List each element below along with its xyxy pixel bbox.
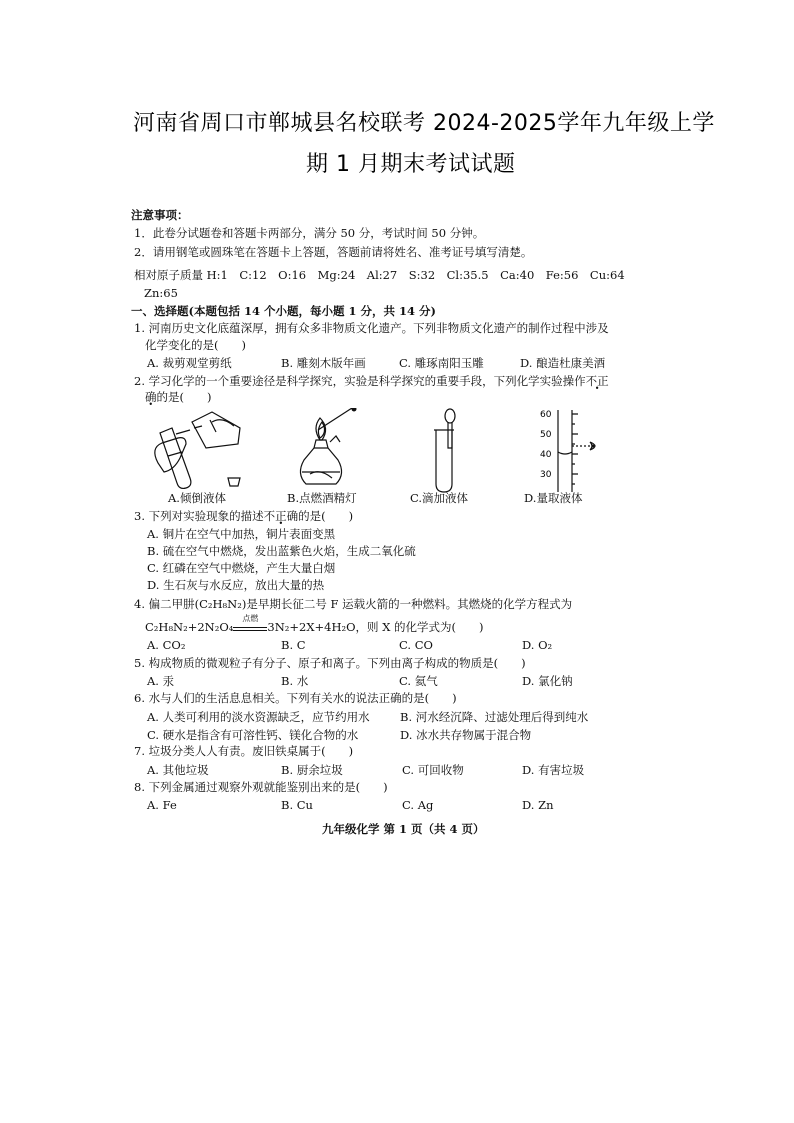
q4-option-d: D. O₂	[522, 638, 553, 652]
q8-stem: 8. 下列金属通过观察外观就能鉴别出来的是( )	[134, 780, 388, 794]
q4-reaction-arrow	[233, 614, 267, 631]
graduated-cylinder-figure	[520, 408, 610, 494]
q1-option-b: B. 雕刻木版年画	[281, 356, 366, 370]
q2-emphasis-text-2: 确	[145, 390, 157, 404]
q1-option-d: D. 酿造杜康美酒	[520, 356, 606, 370]
q6-option-d: D. 冰水共存物属于混合物	[400, 728, 532, 742]
q3-stem	[134, 509, 353, 524]
q3-option-b: B. 硫在空气中燃烧，发出蓝紫色火焰，生成二氧化硫	[147, 544, 416, 558]
q3-emphasis-text: 不正确	[263, 509, 299, 523]
cylinder-tick-label: 30	[540, 470, 552, 480]
q2-emphasis-text: 不正	[585, 374, 609, 388]
q5-stem: 5. 构成物质的微观粒子有分子、原子和离子。下列由离子构成的物质是( )	[134, 656, 526, 670]
notice-item-2: 2．请用钢笔或圆珠笔在答题卡上答题，答题前请将姓名、准考证号填写清楚。	[134, 245, 533, 259]
q4-stem-line1: 4. 偏二甲肼(C₂H₈N₂)是早期长征二号 F 运载火箭的一种燃料。其燃烧的化学方程式为	[134, 597, 573, 611]
q5-option-d: D. 氯化钠	[522, 674, 573, 688]
q7-stem: 7. 垃圾分类人人有责。废旧铁桌属于( )	[134, 744, 354, 758]
q2-option-d: D.量取液体	[524, 491, 583, 505]
q3-option-d: D. 生石灰与水反应，放出大量的热	[147, 578, 325, 592]
q6-option-b: B. 河水经沉降、过滤处理后得到纯水	[400, 710, 589, 724]
q2-stem-text-2: 的是( )	[156, 390, 212, 404]
lit-alcohol-lamp-figure	[290, 408, 370, 494]
q1-option-a: A. 裁剪观堂剪纸	[147, 356, 232, 370]
atomic-masses-line1: 相对原子质量 H:1 C:12 O:16 Mg:24 Al:27 S:32 Cl:35.5 Ca:40 Fe:56 Cu:64	[134, 268, 625, 282]
pouring-liquid-figure	[150, 408, 250, 494]
q8-option-d: D. Zn	[522, 798, 554, 812]
notice-heading: 注意事项：	[131, 208, 189, 222]
notice-item-1: 1．此卷分试题卷和答题卡两部分，满分 50 分，考试时间 50 分钟。	[134, 226, 485, 240]
q2-stem-line2	[145, 390, 211, 405]
atomic-masses-line2: Zn:65	[144, 286, 178, 300]
q4-equation-left: C₂H₈N₂+2N₂O₄	[145, 620, 234, 634]
q3-stem-text: 3. 下列对实验现象的描述	[134, 509, 264, 523]
q2-stem-text: 2. 学习化学的一个重要途径是科学探究，实验是科学探究的重要手段，下列化学实验操作	[134, 374, 586, 388]
q2-option-a: A.倾倒液体	[168, 491, 226, 505]
exam-title-line2: 期 1 月期末考试试题	[306, 152, 516, 177]
cylinder-tick-label: 60	[540, 410, 552, 420]
q5-option-a: A. 汞	[147, 674, 175, 688]
q3-option-a: A. 铜片在空气中加热，铜片表面变黑	[147, 527, 336, 541]
q3-stem-tail: 的是( )	[298, 509, 354, 523]
q3-option-c: C. 红磷在空气中燃烧，产生大量白烟	[147, 561, 336, 575]
page-footer: 九年级化学 第 1 页（共 4 页）	[322, 822, 485, 836]
q4-equation-right: 3N₂+2X+4H₂O，则 X 的化学式为( )	[267, 620, 484, 634]
q4-option-a: A. CO₂	[147, 638, 186, 652]
q1-stem-line2: 化学变化的是( )	[145, 338, 246, 352]
q2-option-b: B.点燃酒精灯	[287, 491, 357, 505]
q8-option-a: A. Fe	[147, 798, 177, 812]
dropping-liquid-figure	[420, 408, 480, 494]
q7-option-c: C. 可回收物	[402, 763, 464, 777]
q1-stem-line1: 1. 河南历史文化底蕴深厚，拥有众多非物质文化遗产。下列非物质文化遗产的制作过程中涉及	[134, 321, 609, 335]
q4-option-c: C. CO	[399, 638, 433, 652]
q2-option-c: C.滴加液体	[410, 491, 469, 505]
q8-option-c: C. Ag	[402, 798, 434, 812]
q7-option-d: D. 有害垃圾	[522, 763, 585, 777]
cylinder-tick-label: 40	[540, 450, 552, 460]
q1-option-c: C. 雕琢南阳玉雕	[399, 356, 484, 370]
q8-option-b: B. Cu	[281, 798, 313, 812]
cylinder-tick-label: 50	[540, 430, 552, 440]
q5-option-b: B. 水	[281, 674, 309, 688]
section-heading: 一、选择题(本题包括 14 个小题，每小题 1 分，共 14 分)	[131, 304, 436, 318]
q4-reaction-condition: 点燃	[242, 614, 259, 623]
q7-option-a: A. 其他垃圾	[147, 763, 209, 777]
q6-option-c: C. 硬水是指含有可溶性钙、镁化合物的水	[147, 728, 359, 742]
q4-equation	[145, 614, 484, 635]
q7-option-b: B. 厨余垃圾	[281, 763, 343, 777]
q5-option-c: C. 氦气	[399, 674, 438, 688]
q4-option-b: B. C	[281, 638, 306, 652]
q6-option-a: A. 人类可利用的淡水资源缺乏，应节约用水	[147, 710, 370, 724]
q2-stem-line1	[134, 374, 609, 389]
exam-title-line1: 河南省周口市郸城县名校联考 2024-2025学年九年级上学	[133, 111, 715, 136]
q6-stem: 6. 水与人们的生活息息相关。下列有关水的说法正确的是( )	[134, 691, 457, 705]
